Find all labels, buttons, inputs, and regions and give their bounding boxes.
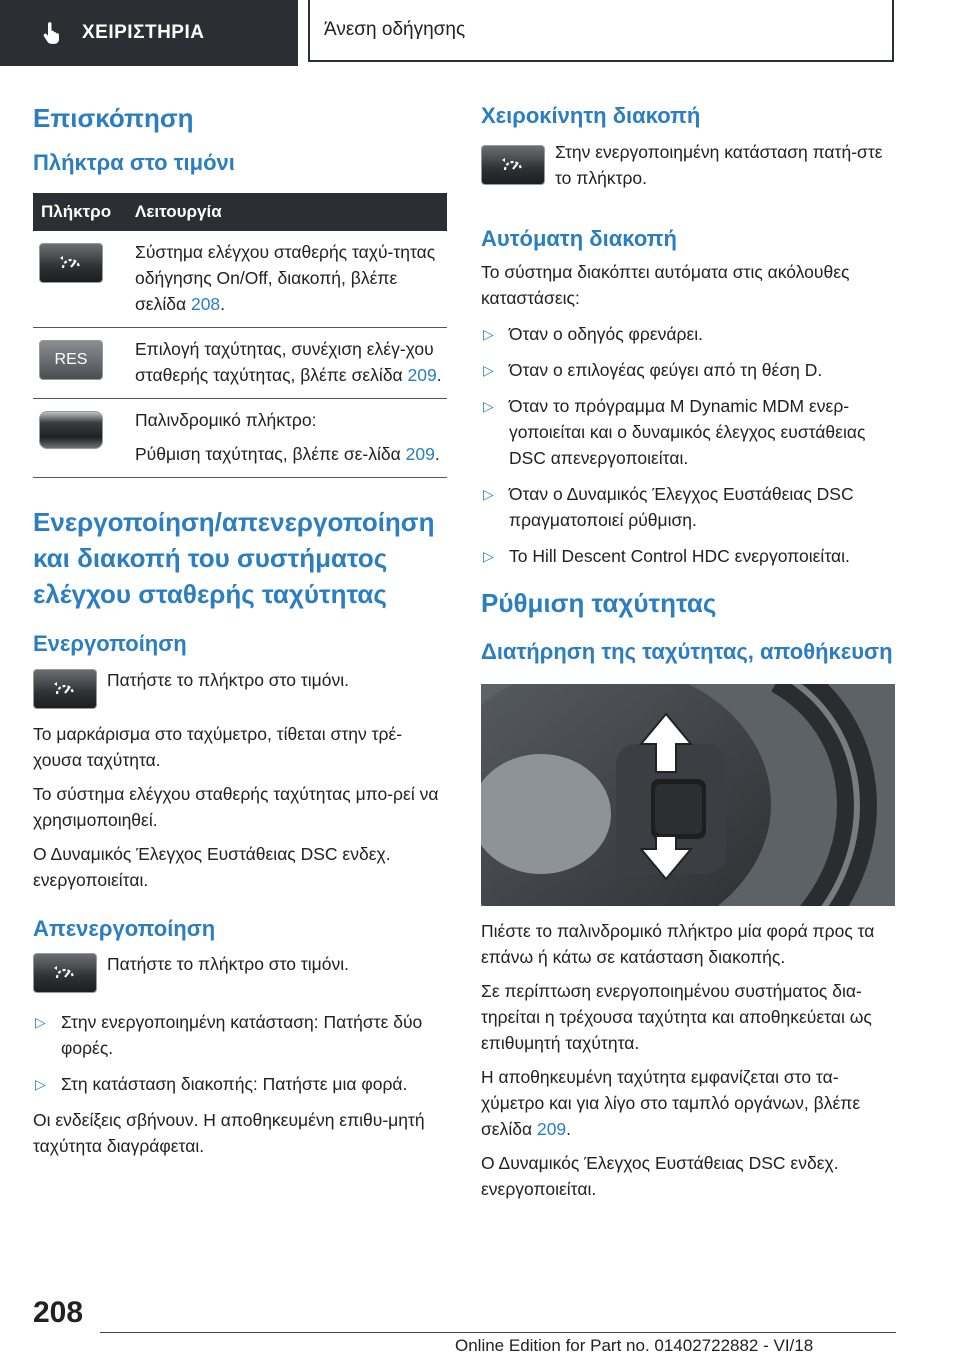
- list-item: ▷ Στη κατάσταση διακοπής: Πατήστε μια φορά.: [33, 1071, 447, 1097]
- row-text: Σύστημα ελέγχου σταθερής ταχύ-τητας οδήγησης On/Off, διακοπή, βλέπε σελίδα: [135, 242, 436, 315]
- row-text-1: Παλινδρομικό πλήκτρο:: [135, 410, 317, 431]
- deactivation-list: [33, 1009, 447, 1097]
- page-header: [0, 0, 960, 66]
- page-link[interactable]: 209: [407, 365, 437, 386]
- list-item: ▷ Όταν ο Δυναμικός Έλεγχος Ευστάθειας DSC πραγματοποιεί ρύθμιση.: [481, 481, 895, 533]
- page-link[interactable]: 208: [190, 294, 221, 315]
- page-number: 208: [33, 1296, 84, 1329]
- triangle-bullet-icon: ▷: [483, 486, 494, 503]
- triangle-bullet-icon: ▷: [483, 398, 494, 415]
- res-button: [39, 340, 103, 380]
- list-item: ▷ Το Hill Descent Control HDC ενεργοποιείται.: [481, 543, 895, 569]
- wheel-keys-title: Πλήκτρα στο τιμόνι: [33, 149, 235, 175]
- speed-p3: Η αποθηκευμένη ταχύτητα εμφανίζεται στο τα-χύμετρο και για λίγο στο ταμπλό οργάνων, βλέπε σελίδα 209.: [481, 1067, 861, 1140]
- footer-divider: [100, 1332, 896, 1333]
- manual-text: Στην ενεργοποιημένη κατάσταση πατή-στε το πλήκτρο.: [555, 141, 883, 188]
- page-link[interactable]: 209: [405, 444, 435, 465]
- deactivation-press-text: Πατήστε το πλήκτρο στο τιμόνι.: [107, 954, 349, 975]
- rocker-switch-icon: [39, 411, 103, 449]
- auto-list: [481, 321, 895, 569]
- keep-speed-title: Διατήρηση της ταχύτητας, αποθήκευση: [481, 638, 893, 664]
- list-item: ▷ Όταν το πρόγραμμα M Dynamic MDM ενερ-γοποιείται και ο δυναμικός έλεγχος ευστάθειας DSC απενεργοποιείται.: [481, 393, 895, 471]
- table-header-function: Λειτουργία: [135, 193, 447, 231]
- manual-interrupt-title: Χειροκίνητη διακοπή: [481, 103, 701, 128]
- res-label: RES: [54, 351, 88, 369]
- activation-p2: Το σύστημα ελέγχου σταθερής ταχύτητας μπο-ρεί να χρησιμοποιηθεί.: [33, 783, 439, 830]
- keys-table: [33, 193, 447, 478]
- list-item: ▷ Όταν ο επιλογέας φεύγει από τη θέση D.: [481, 357, 895, 383]
- triangle-bullet-icon: ▷: [35, 1014, 46, 1031]
- deactivation-press-row: [33, 953, 447, 993]
- chapter-label: Άνεση οδήγησης: [324, 19, 466, 40]
- table-row: Παλινδρομικό πλήκτρο: Ρύθμιση ταχύτητας, βλέπε σε-λίδα 209.: [33, 399, 447, 478]
- auto-interrupt-title: Αυτόματη διακοπή: [481, 225, 677, 251]
- activation-p3: Ο Δυναμικός Έλεγχος Ευστάθειας DSC ενδεχ. ενεργοποιείται.: [33, 843, 391, 890]
- triangle-bullet-icon: ▷: [35, 1076, 46, 1093]
- deactivation-p: Οι ενδείξεις σβήνουν. Η αποθηκευμένη επιθυ-μητή ταχύτητα διαγράφεται.: [33, 1110, 425, 1157]
- cruise-control-icon: [39, 243, 103, 283]
- activation-title: Ενεργοποίηση: [33, 631, 187, 657]
- page-link[interactable]: 209: [536, 1119, 567, 1140]
- right-column: [481, 96, 895, 1202]
- speed-p4: Ο Δυναμικός Έλεγχος Ευστάθειας DSC ενδεχ. ενεργοποιείται.: [481, 1153, 839, 1200]
- activation-p1: Το μαρκάρισμα στο ταχύμετρο, τίθεται στην τρέ-χουσα ταχύτητα.: [33, 723, 403, 770]
- table-row: Σύστημα ελέγχου σταθερής ταχύ-τητας οδήγησης On/Off, διακοπή, βλέπε σελίδα 208.: [33, 231, 447, 328]
- activation-press-text: Πατήστε το πλήκτρο στο τιμόνι.: [107, 669, 349, 690]
- edition-text: Online Edition for Part no. 01402722882 - VI/18: [455, 1336, 814, 1355]
- triangle-bullet-icon: ▷: [483, 326, 494, 343]
- table-row: RES Επιλογή ταχύτητας, συνέχιση ελέγ-χου σταθερής ταχύτητας, βλέπε σελίδα 209.: [33, 328, 447, 399]
- triangle-bullet-icon: ▷: [483, 548, 494, 565]
- cruise-control-icon: [481, 145, 545, 185]
- table-header-row: [33, 193, 447, 231]
- deactivation-title: Απενεργοποίηση: [33, 915, 216, 941]
- section-title: Ενεργοποίηση/απενεργοποίηση και διακοπή του συστήματος ελέγχου σταθερής ταχύτητας: [33, 507, 435, 610]
- speed-p1: Πιέστε το παλινδρομικό πλήκτρο μία φορά προς τα επάνω ή κάτω σε κατάσταση διακοπής.: [481, 921, 875, 968]
- hand-pointer-icon: [40, 20, 66, 46]
- left-column: [33, 96, 447, 1159]
- cruise-control-icon: [33, 669, 97, 709]
- activation-press-row: [33, 669, 447, 709]
- list-item: ▷ Στην ενεργοποιημένη κατάσταση: Πατήστε δύο φορές.: [33, 1009, 447, 1061]
- cruise-control-icon: [33, 953, 97, 993]
- auto-intro: Το σύστημα διακόπτει αυτόματα στις ακόλουθες καταστάσεις:: [481, 262, 850, 309]
- list-item: ▷ Όταν ο οδηγός φρενάρει.: [481, 321, 895, 347]
- overview-title: Επισκόπηση: [33, 103, 194, 133]
- manual-row: [481, 141, 895, 191]
- row-text: Επιλογή ταχύτητας, συνέχιση ελέγ-χου σταθερής ταχύτητας, βλέπε σελίδα: [135, 339, 434, 386]
- row-text: Ρύθμιση ταχύτητας, βλέπε σε-λίδα: [135, 444, 406, 465]
- table-header-key: Πλήκτρο: [33, 193, 135, 231]
- speed-p2: Σε περίπτωση ενεργοποιημένου συστήματος δια-τηρείται η τρέχουσα ταχύτητα και αποθηκεύεται ως επιθυμητή ταχύτητα.: [481, 981, 872, 1054]
- section-label: ΧΕΙΡΙΣΤΗΡΙΑ: [82, 22, 205, 43]
- section-tab[interactable]: [0, 0, 298, 66]
- steering-wheel-rocker-photo: [481, 684, 895, 906]
- triangle-bullet-icon: ▷: [483, 362, 494, 379]
- steering-wheel-illustration: [481, 684, 895, 906]
- speed-setting-title: Ρύθμιση ταχύτητας: [481, 588, 717, 619]
- chapter-tab[interactable]: [308, 0, 894, 62]
